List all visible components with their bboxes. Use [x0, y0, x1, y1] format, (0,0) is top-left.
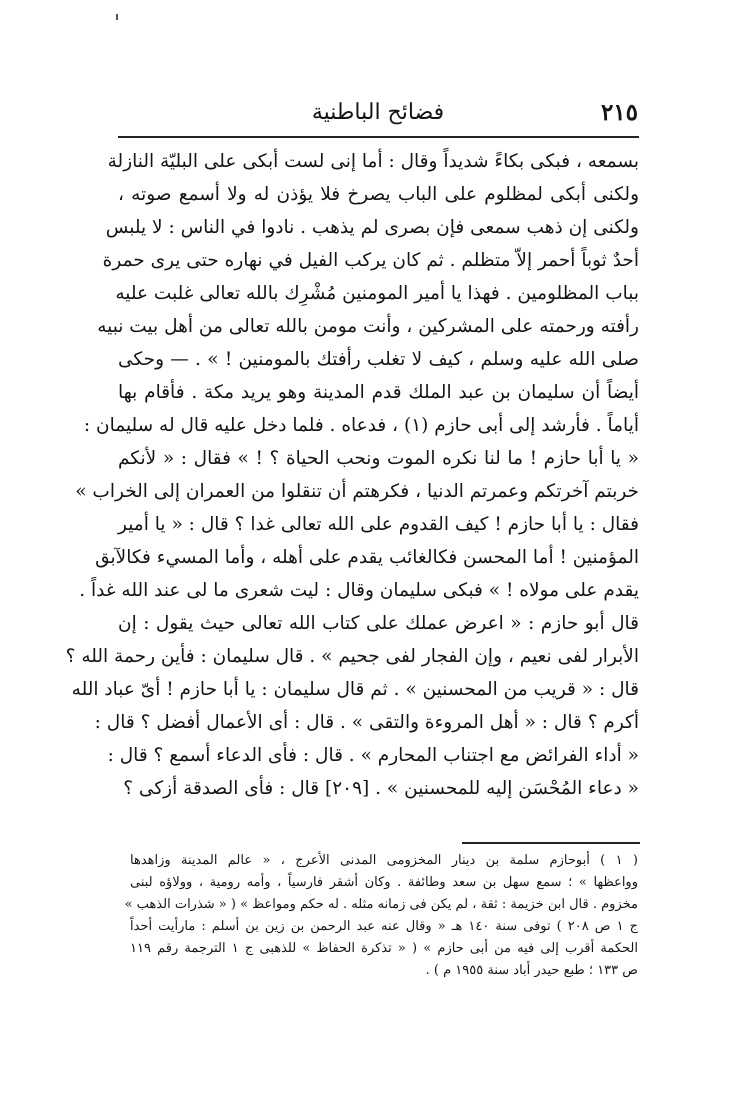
footnote-line: ( ١ ) أبوحازم سلمة بن دينار المخزومى المدنى الأعرج ، « عالم المدينة وزاهدها — [130, 853, 638, 868]
page-header — [118, 98, 638, 132]
text-line: « دعاء المُحْسَن إليه للمحسنين » . [٢٠٩] قال : فأى الصدقة أزكى ؟ — [123, 778, 639, 799]
text-line: بسمعه ، فبكى بكاءً شديداً وقال : أما إنى لست أبكى على البليّة النازلة — [107, 151, 639, 172]
text-line: قال أبو حازم : « اعرض عملك على كتاب الله تعالى حيث يقول : إن — [118, 613, 639, 634]
text-line: رأفته ورحمته على المشركين ، وأنت مومن بالله تعالى من أهل بيت نبيه — [97, 316, 639, 337]
footnotes — [124, 850, 639, 982]
text-line: « أداء الفرائض مع اجتناب المحارم » . قال : فأى الدعاء أسمع ؟ قال : — [107, 745, 639, 766]
text-line: أكرم ؟ قال : « أهل المروءة والتقى » . قال : أى الأعمال أفضل ؟ قال : — [94, 712, 639, 733]
text-line: صلى الله عليه وسلم ، كيف لا تغلب رأفتك بالمومنين ! » . — وحكى — [118, 349, 639, 370]
main-text — [65, 145, 639, 805]
text-line: ولكنى أبكى لمظلوم على الباب يصرخ فلا يؤذن له ولا أسمع صوته ، — [118, 184, 639, 205]
running-title: فضائح الباطنية — [311, 100, 445, 125]
footnote-rule — [462, 842, 640, 844]
text-line: فقال : يا أبا حازم ! كيف القدوم على الله تعالى غدا ؟ قال : « يا أمير — [118, 514, 639, 535]
footnote-line: مخزوم . قال ابن خزيمة : ثقة ، لم يكن فى زمانه مثله . له حكم ومواعظ » ( « شذرات الذهب » — [124, 897, 638, 912]
footnote-line: الحكمة أقرب إلى فيه من أبى حازم » ( « تذكرة الحفاظ » للذهبى ج ١ الترجمة رقم ١١٩ — [130, 941, 639, 956]
text-line: يقدم على مولاه ! » فبكى سليمان وقال : ليت شعرى ما لى عند الله غداً . — [79, 580, 639, 601]
scan-mark — [116, 14, 118, 20]
text-line: أحدٌ ثوباً أحمر إلاّ متظلم . ثم كان يركب الفيل في نهاره حتى يرى حمرة — [102, 250, 639, 271]
footnote-line: ص ١٣٣ ؛ طبع حيدر أباد سنة ١٩٥٥ م ) . — [425, 963, 638, 978]
text-line: أيضاً أن سليمان بن عبد الملك قدم المدينة وهو يريد مكة . فأقام بها — [118, 382, 639, 403]
text-line: خربتم آخرتكم وعمرتم الدنيا ، فكرهتم أن تنقلوا من العمران إلى الخراب » — [75, 481, 639, 502]
text-line: الأبرار لفى نعيم ، وإن الفجار لفى جحيم » . قال سليمان : فأين رحمة الله ؟ — [65, 646, 639, 667]
text-line: بباب المظلومين . فهذا يا أمير المومنين مُشْرِك بالله تعالى غلبت عليه — [115, 283, 639, 304]
text-line: ولكنى إن ذهب سمعى فإن بصرى لم يذهب . نادوا في الناس : لا يلبس — [105, 217, 639, 238]
text-line: أياماً . فأرشد إلى أبى حازم (١) ، فدعاه . فلما دخل عليه قال له سليمان : — [83, 415, 639, 436]
text-line: « يا أبا حازم ! ما لنا نكره الموت ونحب الحياة ؟ ! » فقال : « لأنكم — [118, 448, 639, 469]
footnote-line: ج ١ ص ٢٠٨ ) توفى سنة ١٤٠ هـ « وقال عنه عبد الرحمن بن زين بن أسلم : مارأيت أحداً — [130, 919, 638, 934]
text-line: المؤمنين ! أما المحسن فكالغائب يقدم على أهله ، وأما المسيء فكالآبق — [95, 547, 639, 568]
page-number: ٢١٥ — [600, 99, 638, 126]
text-line: قال : « قريب من المحسنين » . ثم قال سليمان : يا أبا حازم ! أىّ عباد الله — [71, 679, 639, 700]
footnote-line: وواعظها » ؛ سمع سهل بن سعد وطائفة . وكان أشقر فارسياً ، وأمه رومية ، وولاؤه لبنى — [130, 875, 638, 890]
header-rule — [118, 136, 639, 138]
